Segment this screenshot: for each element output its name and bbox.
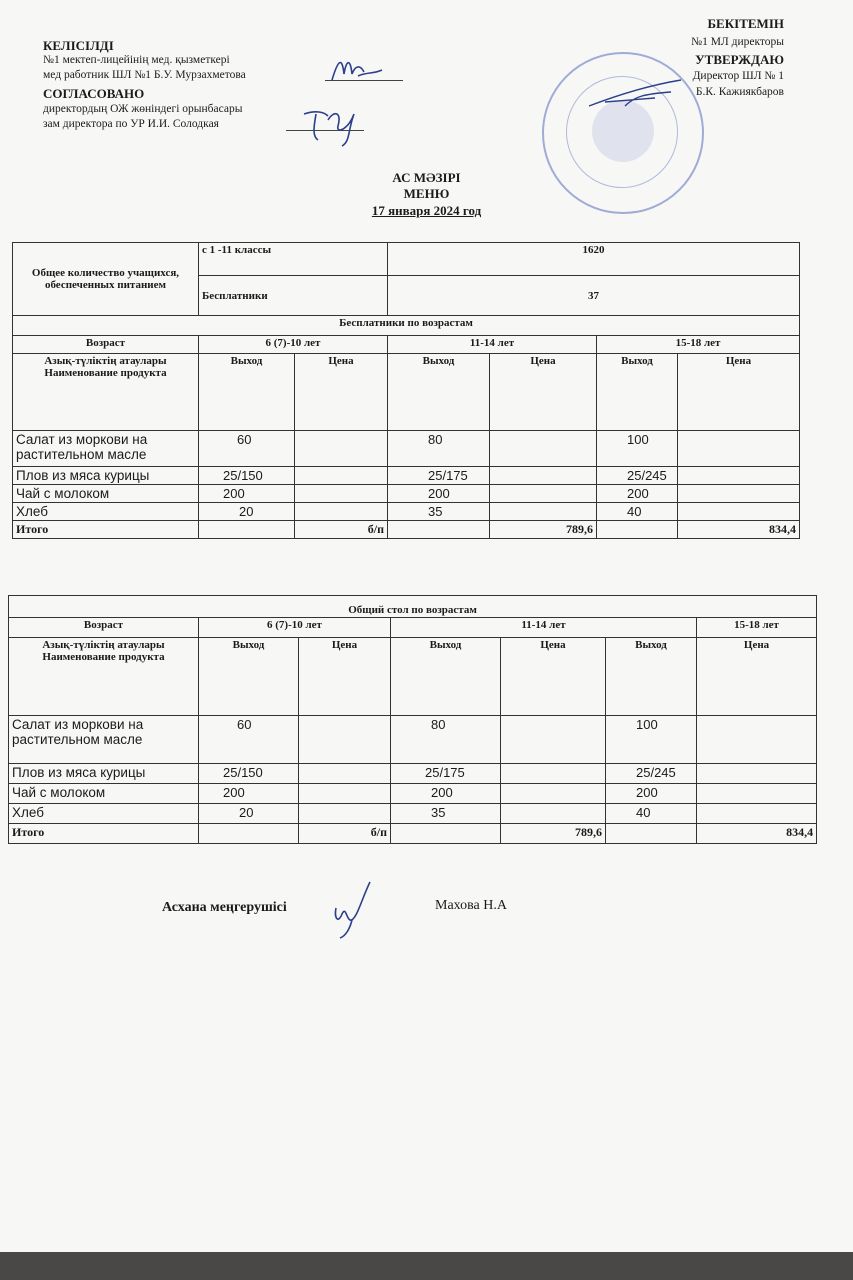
price-header: Цена [299, 638, 391, 716]
menu-title-ru: МЕНЮ [403, 186, 450, 201]
price-header: Цена [697, 638, 817, 716]
product-name: Чай с молоком [9, 784, 199, 804]
table-row [13, 431, 800, 467]
output-header: Выход [388, 354, 490, 431]
output-value: 20 [199, 503, 295, 521]
output-value: 200 [199, 485, 295, 503]
price-value [678, 503, 800, 521]
product-name: Хлеб [9, 804, 199, 824]
price-value [501, 804, 606, 824]
price-value [697, 716, 817, 764]
empty-cell [606, 824, 697, 844]
empty-cell [199, 521, 295, 539]
totals-label: Итого [13, 521, 199, 539]
output-header: Выход [391, 638, 501, 716]
age-label: Возраст [9, 618, 199, 638]
product-name: Плов из мяса курицы [9, 764, 199, 784]
output-header: Выход [606, 638, 697, 716]
director-signature [585, 76, 685, 112]
empty-cell [388, 521, 490, 539]
approval-left-line4: зам директора по УР И.И. Солодкая [43, 118, 219, 130]
output-value: 200 [597, 485, 678, 503]
output-value: 200 [388, 485, 490, 503]
price-header: Цена [501, 638, 606, 716]
free-meals-table [12, 242, 800, 539]
desk-surface [0, 1252, 853, 1280]
menu-date: 17 января 2024 год [371, 203, 482, 218]
table-row [9, 784, 817, 804]
price-value [501, 764, 606, 784]
price-value [697, 764, 817, 784]
table-row [9, 804, 817, 824]
approval-right-line3: Б.К. Кажиякбаров [695, 86, 784, 98]
output-value: 60 [199, 431, 295, 467]
chef-role: Асхана меңгерушісі [162, 900, 287, 915]
classes-label: с 1 -11 классы [199, 243, 388, 276]
table-row [13, 467, 800, 485]
empty-cell [199, 824, 299, 844]
price-value [295, 431, 388, 467]
price-value [678, 431, 800, 467]
product-header: Азық-түліктің атаулары Наименование продукта [9, 638, 199, 716]
general-table [8, 595, 817, 844]
table-row [9, 764, 817, 784]
output-value: 40 [606, 804, 697, 824]
output-value: 200 [391, 784, 501, 804]
output-value: 40 [597, 503, 678, 521]
price-value [490, 503, 597, 521]
approval-left-line2: мед работник ШЛ №1 Б.У. Мурзахметова [43, 69, 246, 81]
product-name: Плов из мяса курицы [13, 467, 199, 485]
output-value: 100 [606, 716, 697, 764]
soglasovano-heading: СОГЛАСОВАНО [43, 86, 145, 101]
price-value [490, 431, 597, 467]
age-group-2: 11-14 лет [388, 336, 597, 354]
product-name: Хлеб [13, 503, 199, 521]
output-value: 100 [597, 431, 678, 467]
medic-signature [328, 52, 388, 86]
price-value [299, 784, 391, 804]
price-value [299, 764, 391, 784]
free-label: Бесплатники [199, 276, 388, 316]
table-row [9, 716, 817, 764]
price-value [295, 503, 388, 521]
product-name: Чай с молоком [13, 485, 199, 503]
price-value [299, 804, 391, 824]
deputy-signature [298, 100, 364, 150]
table-row [13, 485, 800, 503]
age-group-2: 11-14 лет [391, 618, 697, 638]
age-label: Возраст [13, 336, 199, 354]
price-header: Цена [490, 354, 597, 431]
price-value [697, 784, 817, 804]
price-value [295, 467, 388, 485]
price-header: Цена [295, 354, 388, 431]
total-age3: 834,4 [697, 824, 817, 844]
approval-right-line1: №1 МЛ директоры [691, 36, 784, 48]
price-value [501, 716, 606, 764]
totals-label: Итого [9, 824, 199, 844]
age-group-1: 6 (7)-10 лет [199, 618, 391, 638]
output-value: 60 [199, 716, 299, 764]
price-value [490, 485, 597, 503]
approval-left-line1: №1 мектеп-лицейінің мед. қызметкері [43, 54, 230, 66]
free-value: 37 [388, 276, 800, 316]
section-title: Общий стол по возрастам [9, 596, 817, 618]
students-total-label: Общее количество учащихся, обеспеченных питанием [13, 243, 199, 316]
total-age1: б/п [295, 521, 388, 539]
total-age1: б/п [299, 824, 391, 844]
output-value: 200 [606, 784, 697, 804]
output-value: 25/150 [199, 467, 295, 485]
totals-row [13, 521, 800, 539]
menu-title-kz: АС МӘЗІРІ [392, 170, 461, 185]
approval-right-line2: Директор ШЛ № 1 [692, 70, 784, 82]
output-value: 35 [388, 503, 490, 521]
chef-name: Махова Н.А [435, 898, 507, 913]
output-value: 25/150 [199, 764, 299, 784]
output-value: 35 [391, 804, 501, 824]
output-value: 25/175 [391, 764, 501, 784]
age-group-1: 6 (7)-10 лет [199, 336, 388, 354]
product-name: Салат из моркови на растительном масле [13, 431, 199, 467]
section-title: Бесплатники по возрастам [13, 316, 800, 336]
output-header: Выход [597, 354, 678, 431]
empty-cell [597, 521, 678, 539]
bekitemin-heading: БЕКІТЕМІН [707, 16, 784, 31]
total-age2: 789,6 [490, 521, 597, 539]
total-age3: 834,4 [678, 521, 800, 539]
price-header: Цена [678, 354, 800, 431]
age-group-3: 15-18 лет [597, 336, 800, 354]
product-name: Салат из моркови на растительном масле [9, 716, 199, 764]
age-group-3: 15-18 лет [697, 618, 817, 638]
output-value: 80 [388, 431, 490, 467]
totals-row [9, 824, 817, 844]
utverzhdayu-heading: УТВЕРЖДАЮ [695, 52, 784, 67]
total-age2: 789,6 [501, 824, 606, 844]
table-row [13, 503, 800, 521]
output-header: Выход [199, 638, 299, 716]
price-value [295, 485, 388, 503]
output-value: 200 [199, 784, 299, 804]
output-value: 25/245 [597, 467, 678, 485]
chef-signature [328, 878, 378, 940]
price-value [678, 485, 800, 503]
kelisildi-heading: КЕЛІСІЛДІ [43, 38, 114, 53]
product-header: Азық-түліктің атаулары Наименование продукта [13, 354, 199, 431]
price-value [697, 804, 817, 824]
classes-value: 1620 [388, 243, 800, 276]
output-value: 25/245 [606, 764, 697, 784]
approval-left-line3: директордың ОЖ жөніндегі орынбасары [43, 103, 243, 115]
output-header: Выход [199, 354, 295, 431]
output-value: 20 [199, 804, 299, 824]
output-value: 80 [391, 716, 501, 764]
empty-cell [391, 824, 501, 844]
price-value [501, 784, 606, 804]
price-value [490, 467, 597, 485]
price-value [678, 467, 800, 485]
output-value: 25/175 [388, 467, 490, 485]
price-value [299, 716, 391, 764]
